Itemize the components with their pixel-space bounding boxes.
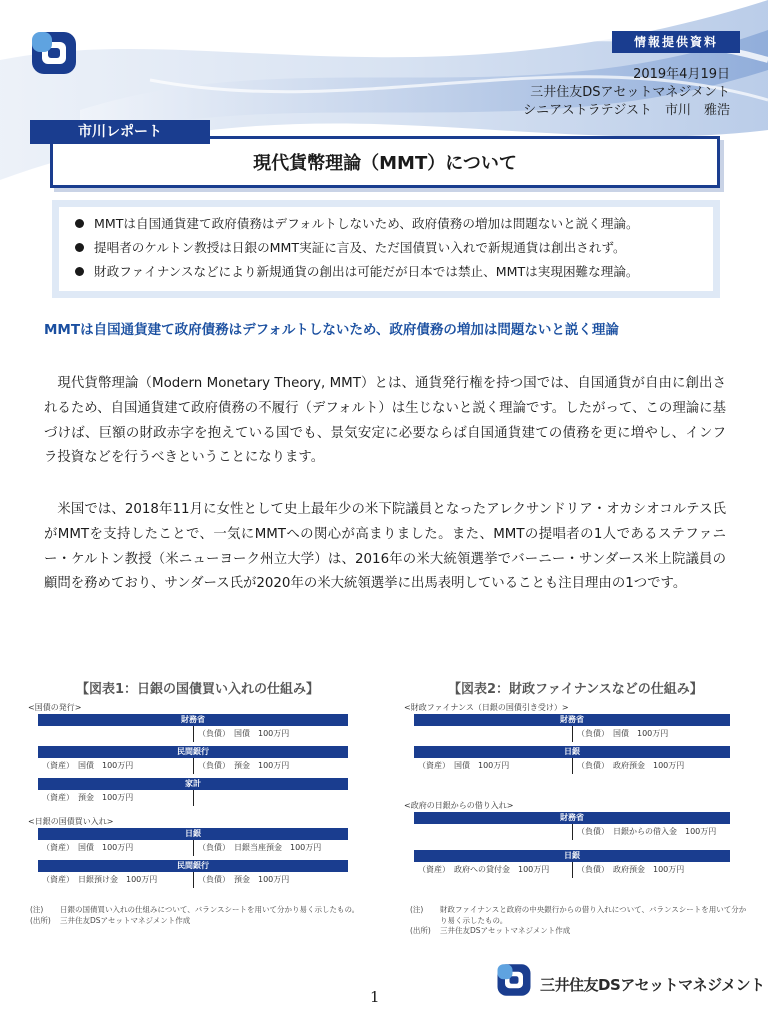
bullet-icon	[75, 267, 84, 276]
body-paragraph-1: 現代貨幣理論（Modern Monetary Theory, MMT）とは、通貨発行権を持つ国では、自国通貨が自由に創出されるため、自国通貨建て政府債務の不履行（デフォルト）は生じないと説く理論です。したがって、この理論に基づけば、巨額の財政赤字を抱えている国でも、景気安定に必要ならば自国通貨建ての債務を更に増やし、インフラ投資などを行うべきということになります。	[44, 376, 726, 466]
liability-cell: （負債） 日銀当座預金 100万円	[193, 840, 348, 856]
diagram-section-label: <日銀の国債買い入れ>	[28, 817, 114, 826]
document-date: 2019年4月19日	[633, 67, 730, 82]
figure-2-diagram	[404, 702, 730, 878]
summary-item-text: 財政ファイナンスなどにより新規通貨の創出は可能だが日本では禁止、MMTは実現困難な理論。	[94, 264, 639, 279]
source-key: (出所)	[410, 926, 431, 935]
info-document-tag: 情報提供資料	[612, 31, 740, 53]
diagram-section-label: <財政ファイナンス（日銀の国債引き受け）>	[404, 703, 569, 712]
summary-box	[52, 200, 720, 298]
liability-cell: （負債） 日銀からの借入金 100万円	[572, 824, 730, 840]
balance-row	[38, 758, 348, 774]
liability-cell: （負債） 国債 100万円	[193, 726, 348, 742]
asset-cell	[38, 726, 193, 742]
summary-item-text: 提唱者のケルトン教授は日銀のMMT実証に言及、ただ国債買い入れで新規通貨は創出されず。	[94, 240, 626, 255]
asset-cell: （資産） 国債 100万円	[42, 761, 134, 770]
entity-bar-boj: 日銀	[414, 850, 730, 862]
report-series-label: 市川レポート	[30, 120, 210, 144]
bullet-icon	[75, 219, 84, 228]
diagram-section-label: <国債の発行>	[28, 703, 82, 712]
asset-cell: （資産） 国債 100万円	[418, 761, 510, 770]
entity-bar-mof: 財務省	[38, 714, 348, 726]
liability-cell	[193, 790, 348, 806]
balance-row	[38, 840, 348, 856]
balance-row	[38, 790, 348, 806]
document-author: シニアストラテジスト 市川 雅浩	[523, 103, 730, 118]
note-key: (注)	[410, 905, 424, 914]
diagram-section-label: <政府の日銀からの借り入れ>	[404, 801, 514, 810]
page-number: 1	[370, 988, 380, 1006]
entity-bar-bank: 民間銀行	[38, 860, 348, 872]
asset-cell	[414, 824, 572, 840]
body-paragraph-2: 米国では、2018年11月に女性として史上最年少の米下院議員となったアレクサンドリア・オカシオコルテス氏がMMTを支持したことで、一気にMMTへの関心が高まりました。また、MMTの提唱者の1人であるステファニー・ケルトン教授（米ニューヨーク州立大学）は、2016年の米大統領選挙でバーニー・サンダース米上院議員の顧問を務めており、サンダース氏が2020年の米大統領選挙に出馬表明していることも注目理由の1つです。	[44, 502, 726, 592]
page-title-text: 現代貨幣理論（MMT）について	[253, 153, 517, 174]
document-meta	[523, 66, 730, 120]
section-heading: MMTは自国通貨建て政府債務はデフォルトしないため、政府債務の増加は問題ないと説く理論	[44, 322, 619, 338]
figure-2-title: 【図表2：財政ファイナンスなどの仕組み】	[448, 682, 703, 697]
summary-inner	[59, 207, 713, 291]
asset-cell: （資産） 預金 100万円	[42, 793, 134, 802]
liability-cell: （負債） 政府預金 100万円	[572, 758, 730, 774]
figure-1-title: 【図表1：日銀の国債買い入れの仕組み】	[76, 682, 320, 697]
source-text: 三井住友DSアセットマネジメント作成	[440, 926, 571, 935]
company-logo-icon	[30, 30, 78, 76]
figure-1-diagram	[28, 702, 348, 888]
liability-cell: （負債） 預金 100万円	[193, 758, 348, 774]
balance-row	[38, 726, 348, 742]
liability-cell: （負債） 預金 100万円	[193, 872, 348, 888]
bullet-icon	[75, 243, 84, 252]
asset-cell: （資産） 国債 100万円	[42, 843, 134, 852]
source-text: 三井住友DSアセットマネジメント作成	[60, 915, 191, 925]
entity-bar-boj: 日銀	[38, 828, 348, 840]
note-text: 日銀の国債買い入れの仕組みについて、バランスシートを用いて分かり易く示したもの。	[60, 905, 360, 914]
figure-1-notes	[30, 905, 360, 926]
balance-row	[414, 824, 730, 840]
asset-cell: （資産） 政府への貸付金 100万円	[418, 865, 550, 874]
footer-logo-icon	[496, 962, 532, 998]
footer-company-name: 三井住友DSアセットマネジメント	[540, 976, 765, 994]
liability-cell: （負債） 国債 100万円	[572, 726, 730, 742]
entity-bar-boj: 日銀	[414, 746, 730, 758]
asset-cell	[414, 726, 572, 742]
summary-item	[75, 236, 697, 260]
summary-item	[75, 260, 697, 284]
document-company: 三井住友DSアセットマネジメント	[530, 85, 730, 100]
balance-row	[414, 862, 730, 878]
figure-2-notes	[410, 905, 750, 937]
balance-row	[38, 872, 348, 888]
balance-row	[414, 758, 730, 774]
asset-cell: （資産） 日銀預け金 100万円	[42, 875, 158, 884]
summary-item	[75, 212, 697, 236]
liability-cell: （負債） 政府預金 100万円	[572, 862, 730, 878]
entity-bar-bank: 民間銀行	[38, 746, 348, 758]
entity-bar-mof: 財務省	[414, 714, 730, 726]
note-key: (注)	[30, 905, 44, 914]
note-text: 財政ファイナンスと政府の中央銀行からの借り入れについて、バランスシートを用いて分かり易く示したもの。	[440, 905, 747, 925]
source-key: (出所)	[30, 915, 51, 925]
entity-bar-household: 家計	[38, 778, 348, 790]
balance-row	[414, 726, 730, 742]
summary-item-text: MMTは自国通貨建て政府債務はデフォルトしないため、政府債務の増加は問題ないと説く理論。	[94, 216, 639, 231]
entity-bar-mof: 財務省	[414, 812, 730, 824]
